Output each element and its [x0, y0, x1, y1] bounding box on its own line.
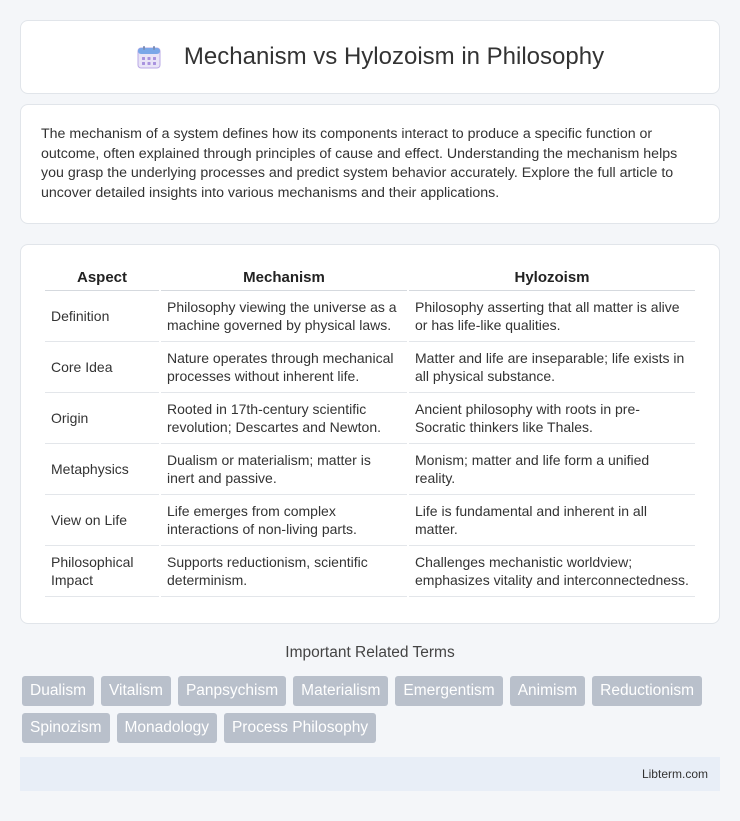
intro-card [20, 104, 720, 224]
term-tag-vitalism[interactable]: Vitalism [101, 676, 171, 706]
table-row [45, 291, 695, 342]
term-tag-monadology[interactable]: Monadology [117, 713, 217, 743]
table-header-row [45, 265, 695, 291]
term-tag-reductionism[interactable]: Reductionism [592, 676, 702, 706]
related-terms-list [22, 676, 722, 743]
table-row [45, 546, 695, 597]
column-header-aspect: Aspect [45, 265, 159, 291]
aspect-cell: Definition [45, 291, 159, 342]
aspect-cell: Metaphysics [45, 444, 159, 495]
term-tag-materialism[interactable]: Materialism [293, 676, 388, 706]
hylozoism-cell: Ancient philosophy with roots in pre-Socratic thinkers like Thales. [409, 393, 695, 444]
footer-site-link[interactable]: Libterm.com [641, 767, 708, 781]
page-title: Mechanism vs Hylozoism in Philosophy [183, 43, 605, 70]
hylozoism-cell: Philosophy asserting that all matter is alive or has life-like qualities. [409, 291, 695, 342]
aspect-cell: Origin [45, 393, 159, 444]
aspect-cell: Philosophical Impact [45, 546, 159, 597]
mechanism-cell: Nature operates through mechanical processes without inherent life. [161, 342, 407, 393]
mechanism-cell: Philosophy viewing the universe as a machine governed by physical laws. [161, 291, 407, 342]
intro-text: The mechanism of a system defines how its components interact to produce a specific function or outcome, often explained through principles of cause and effect. Understanding the mechanism helps you grasp the underlying processes and predict system behavior accurately. Explore the full article to uncover detailed insights into various mechanisms and their applications. [41, 126, 678, 201]
table-row [45, 393, 695, 444]
hylozoism-cell: Life is fundamental and inherent in all matter. [409, 495, 695, 546]
term-tag-emergentism[interactable]: Emergentism [395, 676, 502, 706]
title-card [20, 20, 720, 94]
footer [20, 757, 720, 791]
term-tag-panpsychism[interactable]: Panpsychism [178, 676, 286, 706]
hylozoism-cell: Challenges mechanistic worldview; emphasizes vitality and interconnectedness. [409, 546, 695, 597]
column-header-hylozoism: Hylozoism [409, 265, 695, 291]
comparison-card [20, 244, 720, 624]
table-row [45, 444, 695, 495]
calendar-icon [136, 44, 162, 70]
hylozoism-cell: Monism; matter and life form a unified reality. [409, 444, 695, 495]
hylozoism-cell: Matter and life are inseparable; life exists in all physical substance. [409, 342, 695, 393]
mechanism-cell: Life emerges from complex interactions of non-living parts. [161, 495, 407, 546]
column-header-mechanism: Mechanism [161, 265, 407, 291]
mechanism-cell: Supports reductionism, scientific determinism. [161, 546, 407, 597]
comparison-table [43, 265, 697, 597]
term-tag-spinozism[interactable]: Spinozism [22, 713, 110, 743]
mechanism-cell: Dualism or materialism; matter is inert and passive. [161, 444, 407, 495]
related-terms-title: Important Related Terms [285, 644, 455, 661]
table-row [45, 342, 695, 393]
term-tag-animism[interactable]: Animism [510, 676, 585, 706]
aspect-cell: Core Idea [45, 342, 159, 393]
mechanism-cell: Rooted in 17th-century scientific revolution; Descartes and Newton. [161, 393, 407, 444]
aspect-cell: View on Life [45, 495, 159, 546]
term-tag-dualism[interactable]: Dualism [22, 676, 94, 706]
table-row [45, 495, 695, 546]
term-tag-process-philosophy[interactable]: Process Philosophy [224, 713, 376, 743]
